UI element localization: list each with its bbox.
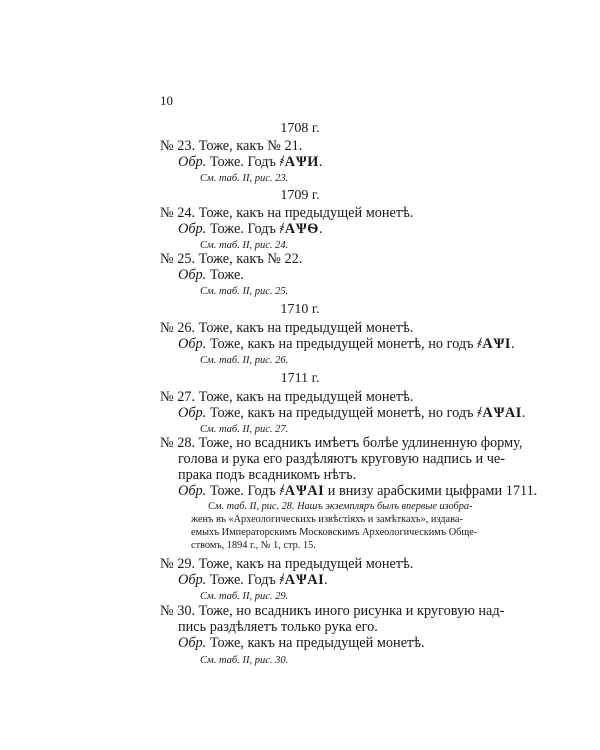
page-number: 10 (160, 93, 173, 108)
obverse-tail: . (521, 405, 526, 421)
date-glyph: ҂АѰАІ (279, 483, 325, 499)
obverse-text: Тоже. Годъ (206, 572, 280, 588)
entry-24-title: № 24. Тоже, какъ на предыдущей монетѣ. (160, 205, 414, 221)
entry-29-title: № 29. Тоже, какъ на предыдущей монетѣ. (160, 556, 414, 572)
year-heading-1708: 1708 г. (280, 121, 320, 136)
entry-28-note-line-1 (208, 500, 472, 513)
note-text: См. таб. II, рис. 28. Нашъ экземпляръ былъ впервые изобра- (208, 501, 473, 512)
date-glyph: ҂АѰІ (477, 336, 511, 352)
obverse-label: Обр. (178, 154, 207, 170)
entry-28-title-line-3: прака подъ всадникомъ нѣтъ. (178, 467, 357, 483)
obverse-tail: . (318, 154, 323, 170)
entry-28-note-line-2: женъ въ «Археологическихъ извѣстіяхъ и замѣткахъ», издава- (191, 514, 463, 525)
entry-29-obverse (178, 572, 328, 589)
entry-27-title: № 27. Тоже, какъ на предыдущей монетѣ. (160, 389, 414, 405)
entry-25-ref: См. таб. II, рис. 25. (200, 286, 289, 297)
obverse-text: Тоже. Годъ (206, 483, 280, 499)
obverse-text: Тоже, какъ на предыдущей монетѣ, но годъ (206, 336, 478, 352)
entry-30-ref: См. таб. II, рис. 30. (200, 655, 289, 666)
entry-26-ref: См. таб. II, рис. 26. (200, 355, 289, 366)
obverse-label: Обр. (178, 572, 207, 588)
obverse-label: Обр. (178, 635, 207, 651)
date-glyph: ҂АѰАІ (279, 572, 325, 588)
entry-29-ref: См. таб. II, рис. 29. (200, 591, 289, 602)
entry-25-obverse (178, 267, 244, 284)
entry-28-title-line-2: голова и рука его раздѣляютъ круговую надпись и че- (178, 451, 506, 467)
obverse-label: Обр. (178, 483, 207, 499)
entry-25-title: № 25. Тоже, какъ № 22. (160, 251, 303, 267)
obverse-tail: . (510, 336, 515, 352)
obverse-label: Обр. (178, 267, 207, 283)
entry-30-title-line-2: пись раздѣляетъ только рука его. (178, 619, 378, 635)
entry-24-ref: См. таб. II, рис. 24. (200, 240, 289, 251)
obverse-tail: . (318, 221, 323, 237)
year-heading-1709: 1709 г. (280, 188, 320, 203)
entry-23-ref: См. таб. II, рис. 23. (200, 173, 289, 184)
obverse-text: Тоже. Годъ (206, 221, 280, 237)
obverse-text: Тоже. (206, 267, 244, 283)
year-heading-1710: 1710 г. (280, 302, 320, 317)
obverse-tail: . (324, 572, 328, 588)
date-glyph: ҂АѰИ (279, 154, 319, 170)
entry-30-obverse (178, 635, 425, 652)
entry-23-title: № 23. Тоже, какъ № 21. (160, 138, 303, 154)
entry-28-note-line-4: ствомъ, 1894 г., № 1, стр. 15. (191, 540, 316, 551)
obverse-label: Обр. (178, 405, 207, 421)
date-glyph: ҂АѰАІ (477, 405, 522, 421)
obverse-text: Тоже, какъ на предыдущей монетѣ, но годъ (206, 405, 478, 421)
entry-26-title: № 26. Тоже, какъ на предыдущей монетѣ. (160, 320, 414, 336)
entry-26-obverse (178, 336, 515, 353)
date-glyph: ҂АѰѲ (279, 221, 319, 237)
entry-28-obverse (178, 483, 537, 500)
entry-28-note-line-3: емыхъ Императорскимъ Московскимъ Археологическимъ Обще- (191, 527, 478, 538)
entry-23-obverse (178, 154, 322, 171)
obverse-tail: и внизу арабскими цыфрами 1711. (324, 483, 538, 499)
obverse-text: Тоже. Годъ (206, 154, 280, 170)
entry-28-title-line-1: № 28. Тоже, но всадникъ имѣетъ болѣе удлиненную форму, (160, 435, 523, 451)
year-heading-1711: 1711 г. (280, 371, 320, 386)
entry-24-obverse (178, 221, 322, 238)
entry-27-obverse (178, 405, 525, 422)
obverse-label: Обр. (178, 221, 207, 237)
entry-27-ref: См. таб. II, рис. 27. (200, 424, 289, 435)
obverse-label: Обр. (178, 336, 207, 352)
entry-30-title-line-1: № 30. Тоже, но всадникъ иного рисунка и круговую над- (160, 603, 505, 619)
obverse-text: Тоже, какъ на предыдущей монетѣ. (206, 635, 425, 651)
